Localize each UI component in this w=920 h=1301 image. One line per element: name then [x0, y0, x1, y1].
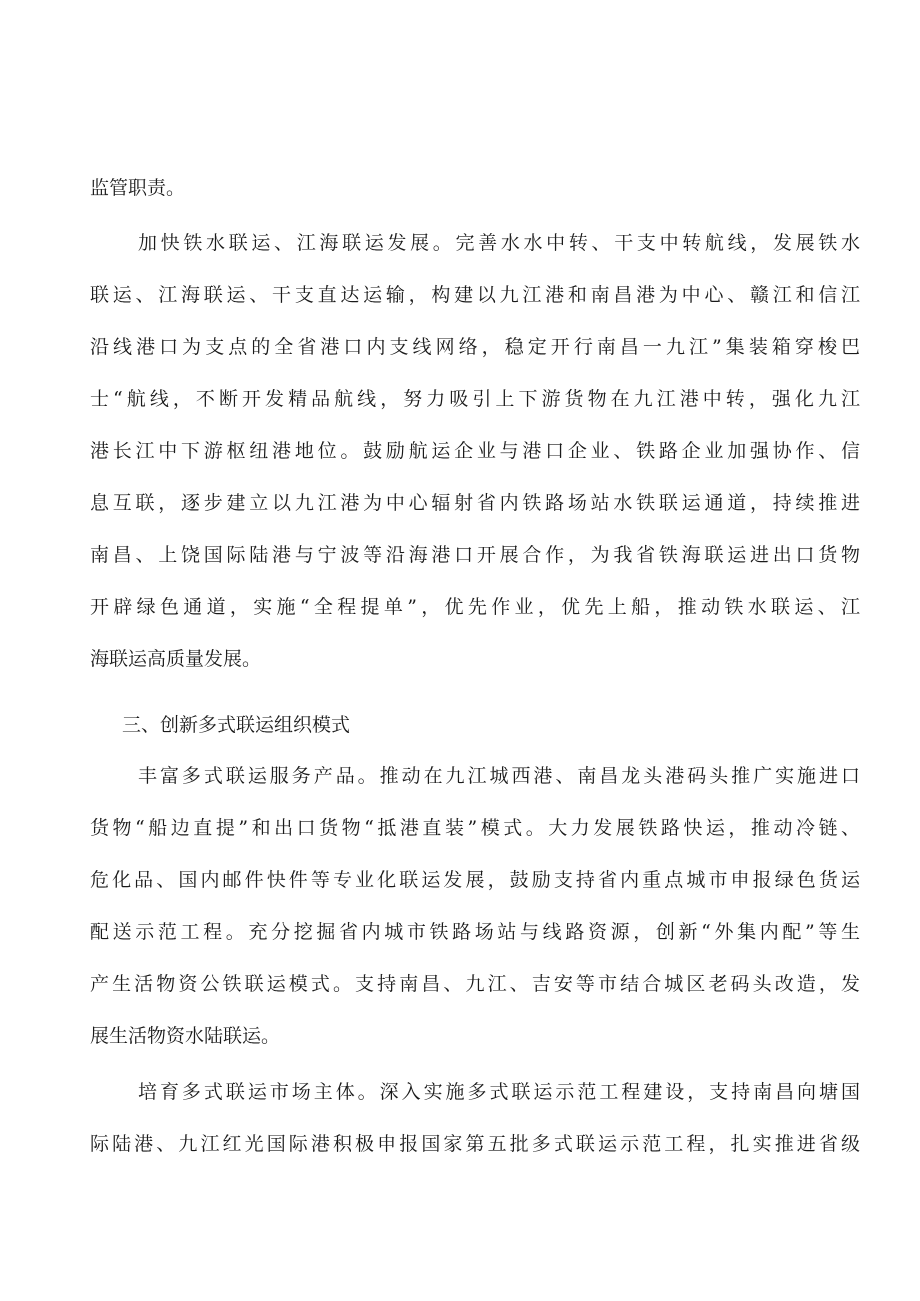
paragraph-line: 南昌、上饶国际陆港与宁波等沿海港口开展合作，为我省铁海联运进出口货物	[90, 544, 860, 566]
paragraph-line: 海联运高质量发展。	[90, 648, 262, 670]
paragraph-line: 际陆港、九江红光国际港积极申报国家第五批多式联运示范工程，扎实推进省级	[90, 1133, 860, 1155]
paragraph-line: 培育多式联运市场主体。深入实施多式联运示范工程建设，支持南昌向塘国	[138, 1081, 860, 1103]
paragraph-line: 沿线港口为支点的全省港口内支线网络，稳定开行南昌一九江”集装箱穿梭巴	[90, 336, 860, 358]
paragraph-line: 士“航线，不断开发精品航线，努力吸引上下游货物在九江港中转，强化九江	[90, 388, 860, 410]
paragraph-line: 产生活物资公铁联运模式。支持南昌、九江、吉安等市结合城区老码头改造，发	[90, 973, 860, 995]
paragraph-line: 联运、江海联运、干支直达运输，构建以九江港和南昌港为中心、赣江和信江	[90, 284, 860, 306]
section-heading: 三、创新多式联运组织模式	[122, 714, 351, 736]
paragraph-line: 监管职责。	[90, 177, 186, 199]
paragraph-line: 开辟绿色通道，实施“全程提单”，优先作业，优先上船，推动铁水联运、江	[90, 596, 860, 618]
paragraph-line: 货物“船边直提”和出口货物“抵港直装”模式。大力发展铁路快运，推动冷链、	[90, 817, 860, 839]
paragraph-line: 港长江中下游枢纽港地位。鼓励航运企业与港口企业、铁路企业加强协作、信	[90, 440, 860, 462]
paragraph-line: 配送示范工程。充分挖掘省内城市铁路场站与线路资源，创新“外集内配”等生	[90, 921, 860, 943]
paragraph-line: 丰富多式联运服务产品。推动在九江城西港、南昌龙头港码头推广实施进口	[138, 765, 860, 787]
paragraph-line: 加快铁水联运、江海联运发展。完善水水中转、干支中转航线，发展铁水	[138, 232, 860, 254]
paragraph-line: 展生活物资水陆联运。	[90, 1025, 281, 1047]
paragraph-line: 危化品、国内邮件快件等专业化联运发展，鼓励支持省内重点城市申报绿色货运	[90, 869, 860, 891]
paragraph-line: 息互联，逐步建立以九江港为中心辐射省内铁路场站水铁联运通道，持续推进	[90, 492, 860, 514]
